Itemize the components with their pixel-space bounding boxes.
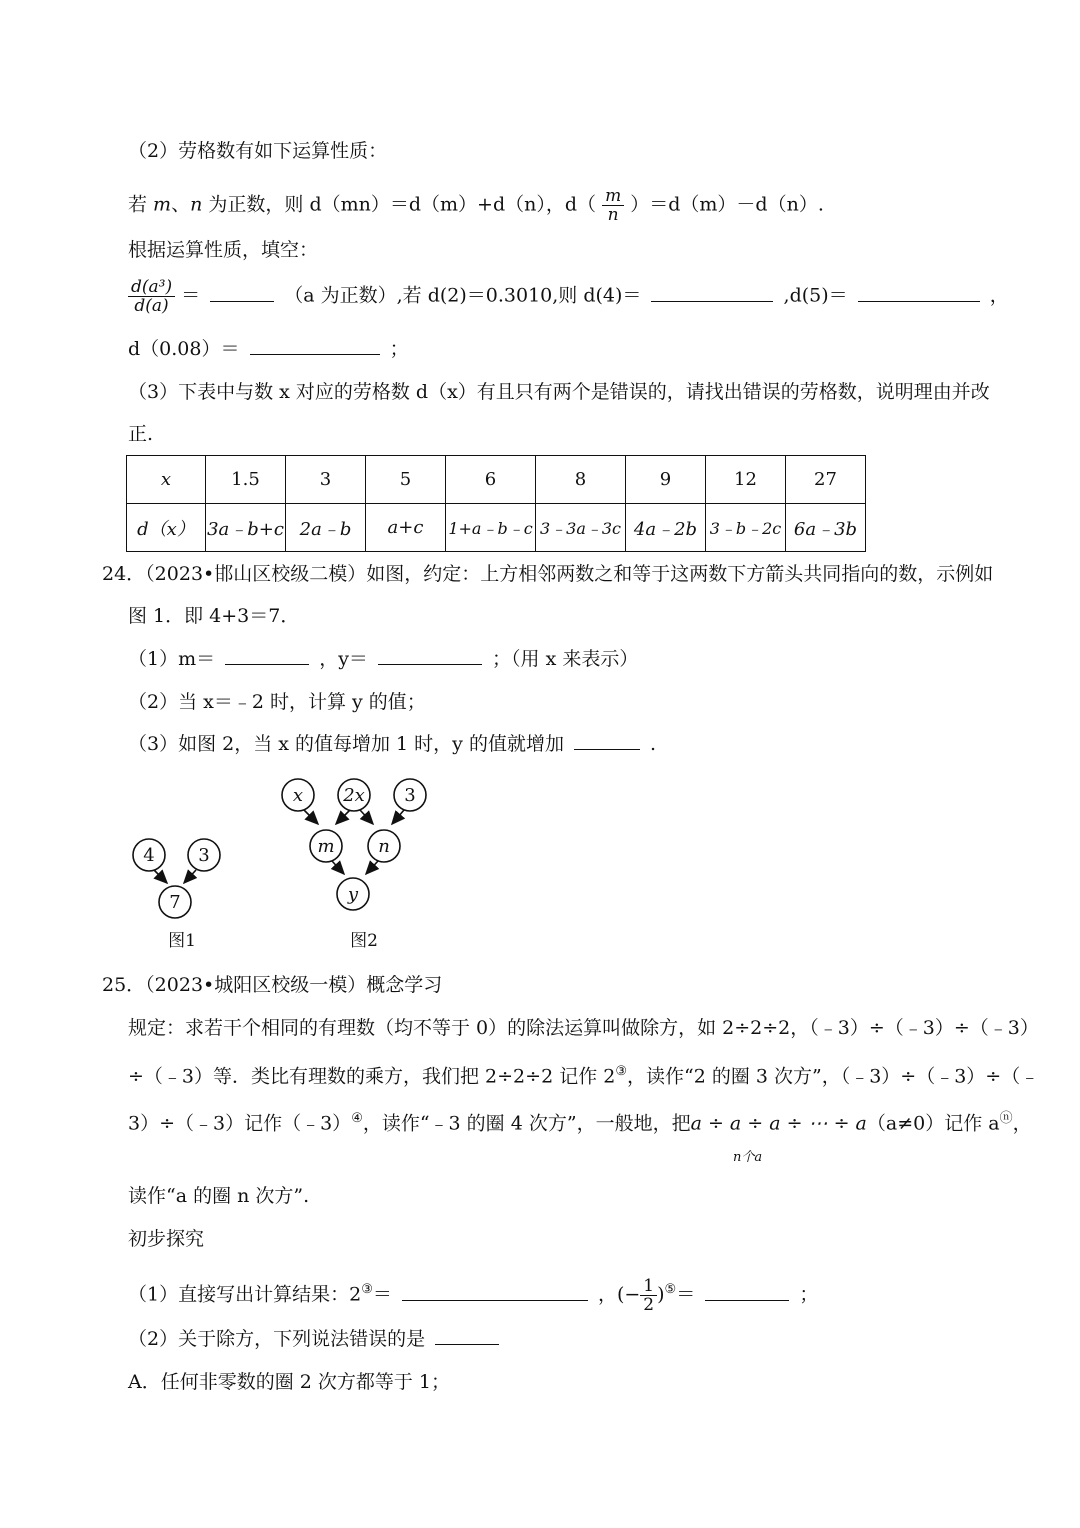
table-row-x [127, 456, 866, 504]
answer-blank-2-circ-3[interactable] [402, 1282, 588, 1301]
table-cell: 3 [286, 456, 366, 504]
node-y-label: y [347, 884, 359, 905]
problem-25-title: 25．（2023•城阳区校级一模）概念学习 [102, 974, 443, 996]
problem-25-line1: 规定：求若干个相同的有理数（均不等于 0）的除法运算叫做除方，如 2÷2÷2，（﹣3）÷（﹣3）÷（﹣3） [128, 1017, 1039, 1039]
problem-25-line4: 读作“a 的圈 n 次方”. [128, 1185, 310, 1207]
fraction-one-half: $\frac{1}{2}$ [640, 1277, 657, 1314]
table-cell: 9 [626, 456, 706, 504]
figure-2-caption: 图2 [350, 931, 378, 951]
section-subtitle: 初步探究 [128, 1228, 205, 1250]
option-a: A．任何非零数的圈 2 次方都等于 1； [128, 1371, 451, 1393]
answer-blank-choice[interactable] [435, 1326, 499, 1345]
problem-24-title: 24．（2023•邯山区校级二模）如图，约定：上方相邻两数之和等于这两数下方箭头共同指向的数，示例如 [102, 563, 994, 585]
table-cell: 1.5 [206, 456, 286, 504]
table-cell: 27 [786, 456, 866, 504]
problem-24-q3: （3）如图 2，当 x 的值每增加 1 时，y 的值就增加 . [128, 733, 657, 755]
problem-24-q2: （2）当 x＝﹣2 时，计算 y 的值； [128, 691, 426, 713]
answer-blank-d008[interactable] [250, 336, 380, 355]
node-3b-label: 3 [404, 785, 416, 806]
table-cell: 1+a﹣b﹣c [446, 504, 536, 552]
underbrace-label: n个a [733, 1150, 763, 1165]
part3-line2: 正. [128, 423, 154, 445]
property-line: 若 m、n 为正数，则 d（mn）＝d（m）+d（n），d（ $\frac{m}{n}$ ）＝d（m）－d（n）. [128, 186, 824, 225]
node-3-label: 3 [198, 845, 210, 866]
fill-intro: 根据运算性质，填空： [128, 239, 319, 261]
fraction-da3-over-da: $\frac{\text{d(a³)}}{d(a)}$ [128, 278, 175, 315]
node-x-label: x [292, 785, 304, 806]
table-cell: 3﹣b﹣2c [706, 504, 786, 552]
table-cell: 4a﹣2b [626, 504, 706, 552]
table-cell: 8 [536, 456, 626, 504]
node-m-label: m [317, 836, 335, 857]
node-7-label: 7 [169, 892, 181, 913]
problem-24-q1: （1）m＝ ，y＝ ；（用 x 来表示） [128, 648, 639, 670]
answer-blank-m[interactable] [225, 646, 309, 665]
table-cell: 2a﹣b [286, 504, 366, 552]
figure-diagrams [120, 768, 440, 953]
answer-blank-d4[interactable] [651, 283, 773, 302]
fill-line-2: d（0.08）＝ ； [128, 338, 409, 360]
answer-blank-half-circ-5[interactable] [705, 1282, 789, 1301]
problem-25-line2: ÷（﹣3）等．类比有理数的乘方，我们把 2÷2÷2 记作 2③，读作“2 的圈 3 次方”，（﹣3）÷（﹣3）÷（﹣ [128, 1064, 1040, 1088]
node-n-label: n [378, 836, 390, 857]
node-4-label: 4 [143, 845, 155, 866]
answer-blank-y[interactable] [378, 646, 482, 665]
part2-title: （2）劳格数有如下运算性质： [128, 140, 388, 162]
problem-25-q1: （1）直接写出计算结果：2③＝ ，(− $\frac{1}{2}$ )⑤＝ ； [128, 1276, 819, 1315]
table-cell: 3a﹣b+c [206, 504, 286, 552]
fraction-m-over-n: $\frac{m}{n}$ [602, 187, 624, 224]
logarithm-table [126, 455, 866, 552]
node-2x-label: 2x [343, 785, 365, 806]
problem-25-q2: （2）关于除方，下列说法错误的是 [128, 1326, 503, 1352]
table-cell: 12 [706, 456, 786, 504]
part3-line1: （3）下表中与数 x 对应的劳格数 d（x）有且只有两个是错误的，请找出错误的劳格数，说明理由并改 [128, 381, 990, 403]
figure-1-caption: 图1 [168, 931, 196, 951]
table-cell: d（x） [127, 504, 206, 552]
table-cell: 6a﹣3b [786, 504, 866, 552]
problem-24-title2: 图 1．即 4+3＝7． [128, 605, 300, 627]
table-cell: a+c [366, 504, 446, 552]
problem-25-line3: 3）÷（﹣3）记作（﹣3）④，读作“﹣3 的圈 4 次方”，一般地，把a ÷ a ÷ a ÷ ⋯ ÷ a（a≠0）记作 aⓝ， [128, 1111, 1032, 1135]
table-cell: x [127, 456, 206, 504]
answer-blank-d5[interactable] [858, 283, 980, 302]
table-cell: 3﹣3a﹣3c [536, 504, 626, 552]
table-row-dx [127, 504, 866, 552]
table-cell: 5 [366, 456, 446, 504]
fill-line-1: $\frac{\text{d(a³)}}{d(a)}$ ＝ （a 为正数）,若 d(2)＝0.3010,则 d(4)＝ ,d(5)＝ ， [128, 278, 1009, 315]
table-cell: 6 [446, 456, 536, 504]
answer-blank-increase[interactable] [574, 731, 640, 750]
answer-blank-1[interactable] [210, 283, 274, 302]
